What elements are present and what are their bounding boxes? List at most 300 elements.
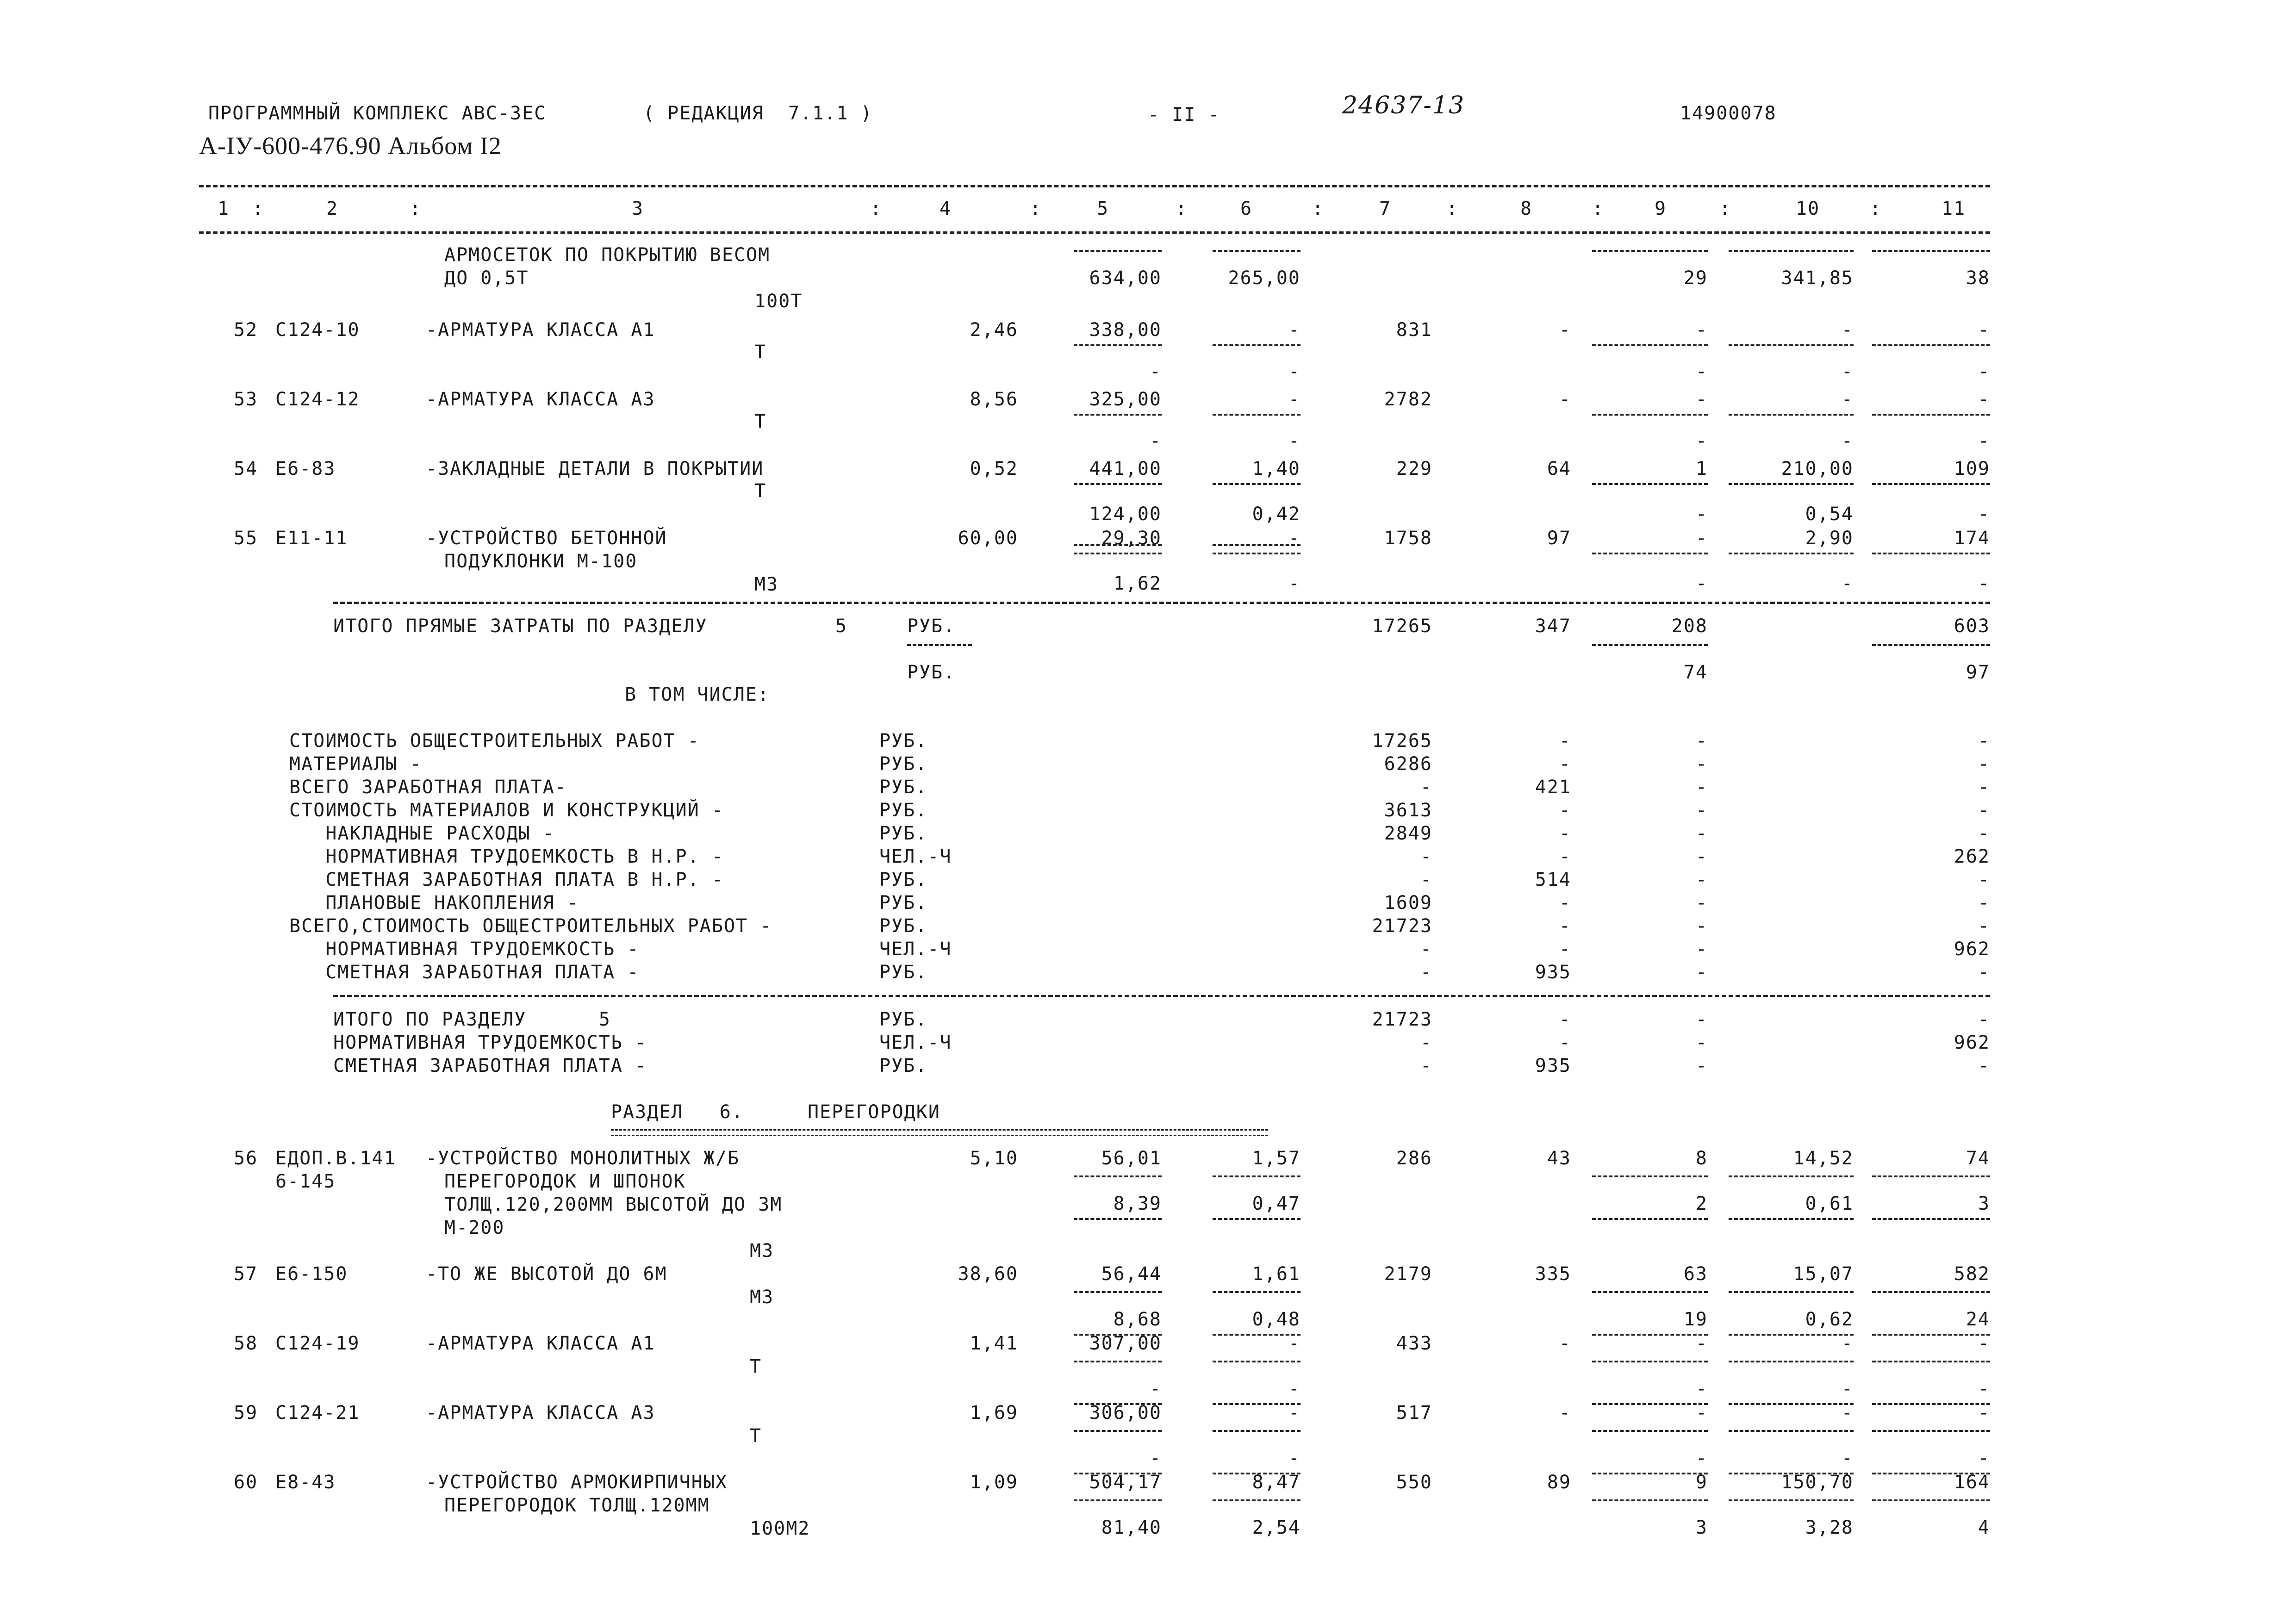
cell-c10: 14,52 (1793, 1148, 1854, 1169)
subtotal-rule (1872, 644, 1990, 646)
subtotal-rule (1729, 1218, 1854, 1220)
cell-c5: - (1149, 1448, 1162, 1469)
cell-c9: - (1695, 846, 1708, 867)
subtotal-rule (1729, 1499, 1854, 1501)
cell-c5: - (1149, 361, 1162, 382)
cell-c7: - (1420, 846, 1432, 867)
item-description: -АРМАТУРА КЛАССА А3 (426, 1402, 655, 1424)
cell-c9: - (1695, 1448, 1708, 1469)
cell-c10: 150,70 (1781, 1472, 1854, 1493)
cell-c4: 38,60 (958, 1263, 1018, 1285)
cell-c6: 1,40 (1252, 458, 1300, 479)
unit-rub: РУБ. (907, 616, 956, 637)
subtotal-rule (1592, 1291, 1708, 1293)
subtotal-rule (1213, 414, 1300, 416)
item-number: 59 (234, 1402, 258, 1424)
breakdown-label: ВСЕГО ЗАРАБОТНАЯ ПЛАТА- (289, 777, 567, 798)
cell-c9: - (1695, 1032, 1708, 1053)
header-bottom-rule (199, 231, 1990, 234)
cell-c7: 2179 (1384, 1263, 1432, 1285)
item-description: ПЕРЕГОРОДОК ТОЛЩ.120ММ (444, 1495, 710, 1516)
subtotal-rule (1074, 1218, 1162, 1220)
cell-c6: - (1288, 361, 1300, 382)
item-unit: Т (750, 1356, 762, 1377)
cell-c11: 962 (1954, 939, 1990, 960)
subtotal-rule (1729, 1430, 1854, 1432)
cell-c5: 307,00 (1089, 1333, 1162, 1354)
cell-c10: - (1841, 1402, 1854, 1424)
subtotal-rule (1592, 1175, 1708, 1177)
cell-c9: 8 (1695, 1148, 1708, 1169)
breakdown-label: НОРМАТИВНАЯ ТРУДОЕМКОСТЬ В Н.Р. - (289, 846, 724, 867)
column-separator: : (1446, 198, 1459, 219)
item-number: 56 (234, 1148, 258, 1169)
subtotal-rule (1872, 1218, 1990, 1220)
breakdown-label: НАКЛАДНЫЕ РАСХОДЫ - (289, 823, 555, 844)
cell-c10: - (1841, 430, 1854, 452)
item-unit: М3 (750, 1287, 774, 1308)
cell-c11: 109 (1954, 458, 1990, 479)
subtotal-rule (1872, 1499, 1990, 1501)
subtotal-rule (1592, 1403, 1708, 1405)
column-number: 11 (1941, 198, 1966, 219)
cell-c9: - (1695, 939, 1708, 960)
item-unit: М3 (750, 1240, 774, 1262)
cell-c9: 1 (1695, 458, 1708, 479)
subtotal-rule (1592, 553, 1708, 554)
subtotal-rule (1074, 414, 1162, 416)
cell-c6: 0,42 (1252, 504, 1300, 525)
cell-c9: 19 (1683, 1309, 1708, 1330)
breakdown-unit: ЧЕЛ.-Ч (879, 846, 952, 867)
item-description: -УСТРОЙСТВО АРМОКИРПИЧНЫХ (426, 1472, 728, 1493)
cell-c7: 2782 (1384, 389, 1432, 410)
cell-c7: - (1420, 869, 1432, 890)
cell-c8: 97 (1547, 528, 1571, 549)
subtotal-rule (1592, 483, 1708, 485)
subtotal-rule (1213, 1403, 1300, 1405)
cell-c7: 6286 (1384, 753, 1432, 775)
column-number: 8 (1520, 198, 1533, 219)
cell-c11: - (1978, 319, 1990, 341)
cell-c6: 1,57 (1252, 1148, 1300, 1169)
cell-c5: - (1149, 1378, 1162, 1399)
subtotal-rule (1074, 1430, 1162, 1432)
cell-c11: - (1978, 1378, 1990, 1399)
cell-c8: - (1559, 939, 1571, 960)
section-title: ПЕРЕГОРОДКИ (808, 1101, 940, 1123)
cell-c9: 9 (1695, 1472, 1708, 1493)
subtotal-rule (1074, 553, 1162, 554)
subtotal-rule (1729, 1361, 1854, 1362)
cell-c11: 3 (1978, 1193, 1990, 1214)
cell-c11: - (1978, 573, 1990, 594)
page-number: - II - (1148, 104, 1220, 125)
breakdown-unit: РУБ. (879, 823, 928, 844)
cell-c8: - (1559, 1032, 1571, 1053)
item-code: 6-145 (275, 1171, 336, 1192)
cell-c7: 1609 (1384, 892, 1432, 914)
total-direct-label: ИТОГО ПРЯМЫЕ ЗАТРАТЫ ПО РАЗДЕЛУ (333, 616, 708, 637)
column-number: 7 (1379, 198, 1392, 219)
cell-c11: - (1978, 504, 1990, 525)
section-rule (333, 995, 1990, 997)
cell-c7: - (1420, 962, 1432, 983)
cell-c10: 0,61 (1805, 1193, 1854, 1214)
subtotal-rule (1592, 414, 1708, 416)
column-separator: : (1030, 198, 1042, 219)
breakdown-unit: РУБ. (879, 753, 928, 775)
subtotal-rule (1872, 1291, 1990, 1293)
document-code: 14900078 (1680, 103, 1777, 124)
cell-c5: 81,40 (1101, 1517, 1162, 1538)
item-number: 58 (234, 1333, 258, 1354)
cell-c11: - (1978, 361, 1990, 382)
cell-c8: - (1559, 846, 1571, 867)
cell-c5: 338,00 (1089, 319, 1162, 341)
cell-c5: 504,17 (1089, 1472, 1162, 1493)
cell-c8: - (1559, 1009, 1571, 1030)
cell-c11: - (1978, 1055, 1990, 1076)
cell-c8: - (1559, 1333, 1571, 1354)
cell-c6: - (1288, 1448, 1300, 1469)
header-top-rule (199, 185, 1990, 187)
cell-c10: 0,62 (1805, 1309, 1854, 1330)
item-number: 57 (234, 1263, 258, 1285)
item-description: ПЕРЕГОРОДОК И ШПОНОК (444, 1171, 686, 1192)
breakdown-unit: РУБ. (879, 869, 928, 890)
breakdown-label: СМЕТНАЯ ЗАРАБОТНАЯ ПЛАТА В Н.Р. - (289, 869, 724, 890)
subtotal-rule (1872, 250, 1990, 252)
subtotal-rule (1729, 483, 1854, 485)
subtotal-rule (1213, 1291, 1300, 1293)
cell-c8: 64 (1547, 458, 1571, 479)
section-total-unit: РУБ. (879, 1009, 928, 1030)
breakdown-unit: РУБ. (879, 730, 928, 752)
subtotal-rule (1213, 1334, 1300, 1336)
item-unit: Т (750, 1425, 762, 1447)
subtotal-rule (1074, 1499, 1162, 1501)
column-separator: : (1870, 198, 1882, 219)
subtotal-rule (1729, 1291, 1854, 1293)
item-number: 54 (234, 458, 258, 479)
cell-c9: - (1695, 800, 1708, 821)
subtotal-rule (1872, 1361, 1990, 1362)
subtotal-rule (1074, 544, 1162, 546)
subtotal-rule (1872, 414, 1990, 416)
item-unit: 100Т (754, 291, 803, 312)
cell-c9: - (1695, 1055, 1708, 1076)
cell-c7: 229 (1396, 458, 1432, 479)
subtotal-rule (1074, 483, 1162, 485)
section-label: РАЗДЕЛ 6. (611, 1101, 744, 1123)
item-description: -УСТРОЙСТВО БЕТОННОЙ (426, 528, 667, 549)
breakdown-unit: ЧЕЛ.-Ч (879, 939, 952, 960)
cell-c4: 1,69 (970, 1402, 1018, 1424)
subtotal-rule (1074, 344, 1162, 346)
cell-c5: 56,01 (1101, 1148, 1162, 1169)
cell-c11: - (1978, 962, 1990, 983)
item-unit: Т (754, 411, 767, 432)
cell-c8: - (1559, 730, 1571, 752)
item-description: ТОЛЩ.120,200ММ ВЫСОТОЙ ДО 3М (444, 1194, 783, 1215)
cell-c7: 831 (1396, 319, 1432, 341)
section-total-label: ИТОГО ПО РАЗДЕЛУ 5 (333, 1009, 611, 1030)
item-unit: М3 (754, 574, 779, 595)
cell-c4: 0,52 (970, 458, 1018, 479)
cell-c4: 5,10 (970, 1148, 1018, 1169)
subtotal-rule (1729, 1334, 1854, 1336)
cell-c10: - (1841, 573, 1854, 594)
cell-c7: 550 (1396, 1472, 1432, 1493)
cell-c11: 97 (1966, 662, 1990, 683)
cell-c9: - (1695, 1402, 1708, 1424)
cell-c10: 0,54 (1805, 504, 1854, 525)
subtotal-rule (1592, 644, 1708, 646)
subtotal-rule (1213, 1499, 1300, 1501)
cell-c7: 1758 (1384, 528, 1432, 549)
subtotal-rule (1872, 1403, 1990, 1405)
cell-c11: 174 (1954, 528, 1990, 549)
item-code: Е6-83 (275, 458, 336, 479)
subtotal-rule (1213, 553, 1300, 554)
cell-c9: 29 (1683, 267, 1708, 289)
cell-c9: - (1695, 892, 1708, 914)
item-number: 52 (234, 319, 258, 341)
cell-c8: - (1559, 1402, 1571, 1424)
item-unit: Т (754, 480, 767, 502)
breakdown-label: СМЕТНАЯ ЗАРАБОТНАЯ ПЛАТА - (289, 962, 640, 983)
cell-c4: 1,09 (970, 1472, 1018, 1493)
cell-c10: - (1841, 361, 1854, 382)
cell-c9: 2 (1695, 1193, 1708, 1214)
cell-c6: 2,54 (1252, 1517, 1300, 1538)
cell-c6: 0,48 (1252, 1309, 1300, 1330)
column-number: 9 (1655, 198, 1667, 219)
column-separator: : (1312, 198, 1325, 219)
subtotal-rule (1872, 1334, 1990, 1336)
cell-c9: - (1695, 730, 1708, 752)
section-total-unit: РУБ. (879, 1055, 928, 1076)
cell-c7: - (1420, 1032, 1432, 1053)
cell-c9: - (1695, 430, 1708, 452)
cell-c9: 3 (1695, 1517, 1708, 1538)
cell-c11: 582 (1954, 1263, 1990, 1285)
cell-c11: 24 (1966, 1309, 1990, 1330)
cell-c9: - (1695, 389, 1708, 410)
handwritten-number: 24637-13 (1342, 92, 1465, 119)
breakdown-label: СТОИМОСТЬ МАТЕРИАЛОВ И КОНСТРУКЦИЙ - (289, 800, 724, 821)
section-rule (333, 602, 1990, 604)
subtotal-rule (1592, 1430, 1708, 1432)
column-separator: : (1719, 198, 1732, 219)
cell-c7: 517 (1396, 1402, 1432, 1424)
cell-c10: - (1841, 1333, 1854, 1354)
cell-c8: 43 (1547, 1148, 1571, 1169)
section-underline (611, 1135, 1268, 1136)
cell-c10: 341,85 (1781, 267, 1854, 289)
cell-c8: 514 (1535, 869, 1571, 890)
cell-c4: 1,41 (970, 1333, 1018, 1354)
item-description: -ТО ЖЕ ВЫСОТОЙ ДО 6М (426, 1263, 667, 1285)
breakdown-label: МАТЕРИАЛЫ - (289, 753, 422, 775)
column-number: 3 (632, 198, 644, 219)
section-number: 5 (835, 616, 848, 637)
cell-c5: 8,68 (1113, 1309, 1162, 1330)
cell-c6: 1,61 (1252, 1263, 1300, 1285)
breakdown-unit: РУБ. (879, 915, 928, 937)
cell-c11: - (1978, 1333, 1990, 1354)
cell-c8: - (1559, 892, 1571, 914)
cell-c8: 89 (1547, 1472, 1571, 1493)
section-underline (611, 1129, 1268, 1131)
cell-c5: 634,00 (1089, 267, 1162, 289)
item-code: Е6-150 (275, 1263, 348, 1285)
cell-c6: 265,00 (1228, 267, 1300, 289)
cell-c10: - (1841, 1378, 1854, 1399)
cell-c8: 421 (1535, 777, 1571, 798)
cell-c9: - (1695, 1378, 1708, 1399)
column-separator: : (870, 198, 883, 219)
breakdown-label: СТОИМОСТЬ ОБЩЕСТРОИТЕЛЬНЫХ РАБОТ - (289, 730, 700, 752)
cell-c5: 29,30 (1101, 528, 1162, 549)
cell-c9: - (1695, 823, 1708, 844)
cell-c5: 306,00 (1089, 1402, 1162, 1424)
cell-c8: 935 (1535, 1055, 1571, 1076)
cell-c11: - (1978, 389, 1990, 410)
cell-c9: 63 (1683, 1263, 1708, 1285)
cell-c11: - (1978, 892, 1990, 914)
cell-c10: 2,90 (1805, 528, 1854, 549)
subtotal-rule (1074, 1291, 1162, 1293)
subtotal-rule (1729, 344, 1854, 346)
cell-c9: - (1695, 573, 1708, 594)
cell-c7: 3613 (1384, 800, 1432, 821)
subtotal-rule (1592, 250, 1708, 252)
cell-c9: - (1695, 319, 1708, 341)
cell-c5: 8,39 (1113, 1193, 1162, 1214)
cell-c6: - (1288, 389, 1300, 410)
cell-c10: - (1841, 1448, 1854, 1469)
cell-c6: - (1288, 319, 1300, 341)
cell-c11: - (1978, 823, 1990, 844)
cell-c7: - (1420, 777, 1432, 798)
item-number: 53 (234, 389, 258, 410)
subtotal-rule (1074, 1361, 1162, 1362)
item-description: АРМОСЕТОК ПО ПОКРЫТИЮ ВЕСОМ (444, 244, 771, 266)
cell-c11: 603 (1954, 616, 1990, 637)
cell-c7: 433 (1396, 1333, 1432, 1354)
subtotal-rule (1872, 1430, 1990, 1432)
column-number: 5 (1097, 198, 1109, 219)
cell-c7: - (1420, 1055, 1432, 1076)
cell-c8: - (1559, 823, 1571, 844)
cell-c6: - (1288, 1402, 1300, 1424)
subtotal-rule (1213, 1430, 1300, 1432)
cell-c11: - (1978, 753, 1990, 775)
item-description: ДО 0,5Т (444, 267, 529, 289)
cell-c8: - (1559, 753, 1571, 775)
item-code: С124-12 (275, 389, 360, 410)
cell-c5: 441,00 (1089, 458, 1162, 479)
cell-c9: 74 (1683, 662, 1708, 683)
item-description: -ЗАКЛАДНЫЕ ДЕТАЛИ В ПОКРЫТИИ (426, 458, 764, 479)
item-description: -АРМАТУРА КЛАССА А1 (426, 319, 655, 341)
cell-c11: 962 (1954, 1032, 1990, 1053)
cell-c10: - (1841, 319, 1854, 341)
subtotal-rule (1592, 344, 1708, 346)
edition-label: ( РЕДАКЦИЯ 7.1.1 ) (643, 103, 873, 124)
cell-c9: - (1695, 869, 1708, 890)
cell-c9: - (1695, 1333, 1708, 1354)
cell-c9: - (1695, 361, 1708, 382)
cell-c4: 8,56 (970, 389, 1018, 410)
subtotal-rule (1213, 1361, 1300, 1362)
cell-c9: - (1695, 504, 1708, 525)
cell-c11: - (1978, 800, 1990, 821)
cell-c11: 74 (1966, 1148, 1990, 1169)
subtotal-rule (1074, 250, 1162, 252)
subtotal-rule (1729, 414, 1854, 416)
subtotal-rule (1074, 1175, 1162, 1177)
subtotal-rule (1592, 1473, 1708, 1474)
cell-c8: - (1559, 389, 1571, 410)
column-number: 1 (218, 198, 230, 219)
item-description: -УСТРОЙСТВО МОНОЛИТНЫХ Ж/Б (426, 1148, 740, 1169)
cell-c11: 4 (1978, 1517, 1990, 1538)
cell-c11: - (1978, 1402, 1990, 1424)
cell-c11: 164 (1954, 1472, 1990, 1493)
subtotal-rule (1729, 250, 1854, 252)
cell-c7: 21723 (1372, 915, 1432, 937)
item-code: С124-19 (275, 1333, 360, 1354)
cell-c5: 124,00 (1089, 504, 1162, 525)
column-separator: : (410, 198, 422, 219)
cell-c8: 335 (1535, 1263, 1571, 1285)
cell-c8: 347 (1535, 616, 1571, 637)
subtotal-rule (1729, 553, 1854, 554)
subtotal-rule (1213, 483, 1300, 485)
column-number: 10 (1796, 198, 1820, 219)
including-label: В ТОМ ЧИСЛЕ: (625, 684, 770, 705)
column-separator: : (1176, 198, 1188, 219)
cell-c11: - (1978, 730, 1990, 752)
subtotal-rule (1213, 250, 1300, 252)
cell-c7: 21723 (1372, 1009, 1432, 1030)
column-number: 6 (1240, 198, 1253, 219)
cell-c10: 15,07 (1793, 1263, 1854, 1285)
cell-c6: - (1288, 1378, 1300, 1399)
item-code: ЕДОП.В.141 (275, 1148, 396, 1169)
cell-c8: - (1559, 915, 1571, 937)
cell-c7: 286 (1396, 1148, 1432, 1169)
cell-c11: 262 (1954, 846, 1990, 867)
item-code: Е8-43 (275, 1472, 336, 1493)
item-code: С124-21 (275, 1402, 360, 1424)
cell-c10: 210,00 (1781, 458, 1854, 479)
subtotal-rule (907, 644, 972, 646)
breakdown-label: ВСЕГО,СТОИМОСТЬ ОБЩЕСТРОИТЕЛЬНЫХ РАБОТ - (289, 915, 772, 937)
item-code: С124-10 (275, 319, 360, 341)
subtotal-rule (1213, 544, 1300, 546)
cell-c9: - (1695, 528, 1708, 549)
cell-c5: 325,00 (1089, 389, 1162, 410)
program-name: ПРОГРАММНЫЙ КОМПЛЕКС АВС-3ЕС (208, 103, 547, 124)
cell-c10: - (1841, 389, 1854, 410)
column-number: 2 (326, 198, 339, 219)
cell-c7: 2849 (1384, 823, 1432, 844)
section-total-label: СМЕТНАЯ ЗАРАБОТНАЯ ПЛАТА - (333, 1055, 647, 1076)
